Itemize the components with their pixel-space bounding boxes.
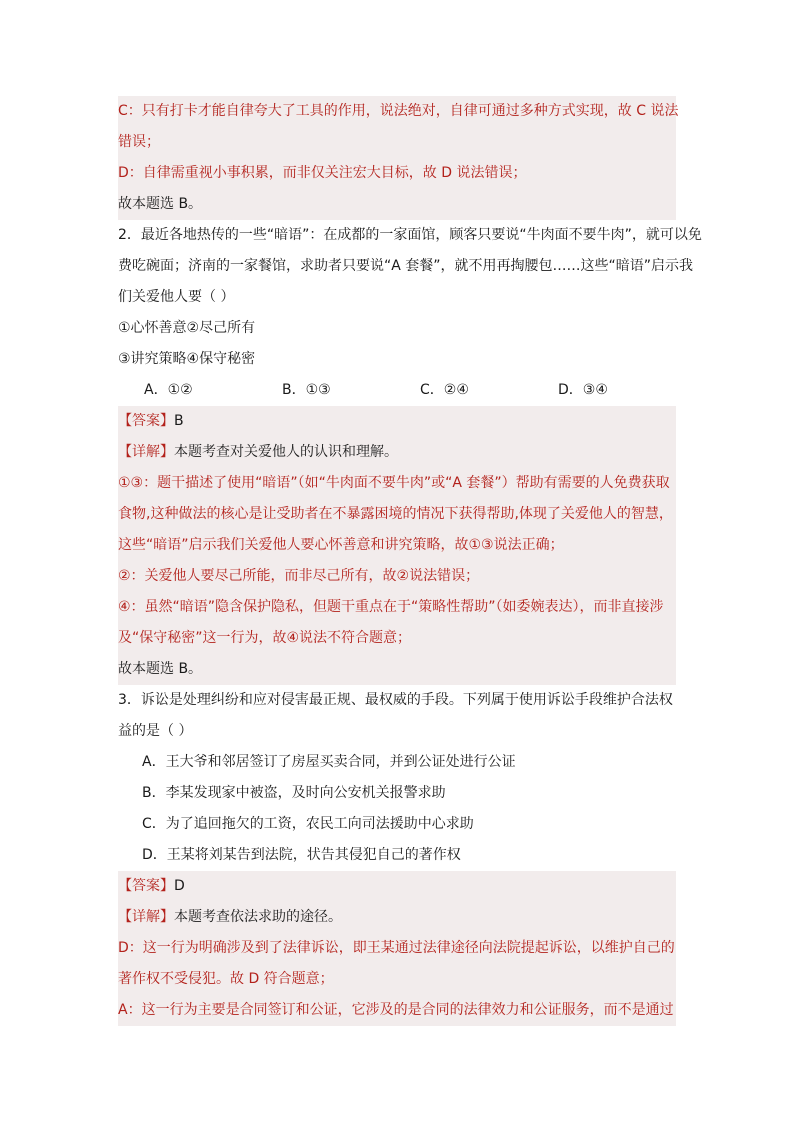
answer-analysis-block [118,406,676,685]
question-stem-line: 2．最近各地热传的一些“暗语”：在成都的一家面馆，顾客只要说“牛肉面不要牛肉”，就可以免 [118,227,702,243]
detail-text: 本题考查对关爱他人的认识和理解。 [174,444,398,460]
document-page [118,96,702,1026]
analysis-line: C：只有打卡才能自律夸大了工具的作用，说法绝对，自律可通过多种方式实现，故 C 说法 [118,103,679,119]
question-2 [118,220,702,406]
option-d: D．王某将刘某告到法院，状告其侵犯自己的著作权 [142,847,461,863]
answer-tag: 【答案】 [118,878,174,894]
option-d: D．③④ [558,382,608,398]
answer-analysis-block [118,871,676,1026]
analysis-line: ②：关爱他人要尽己所能，而非尽己所有，故②说法错误； [118,568,480,584]
detail-line [118,902,676,933]
answer-analysis-block [118,96,679,220]
detail-tag: 【详解】 [118,444,174,460]
statement-item: ①心怀善意②尽己所有 [118,320,256,336]
analysis-line: 著作权不受侵犯。故 D 符合题意； [118,971,334,987]
answer-value: B [174,413,184,429]
conclusion-line: 故本题选 B。 [118,661,203,677]
analysis-line: 错误； [118,134,160,150]
analysis-line: ④：虽然“暗语”隐含保护隐私，但题干重点在于“策略性帮助”（如委婉表达），而非直接涉 [118,599,664,615]
answer-tag: 【答案】 [118,413,174,429]
analysis-line: 及“保守秘密”这一行为，故④说法不符合题意； [118,630,412,646]
option-c: C．为了追回拖欠的工资，农民工向司法援助中心求助 [142,816,474,832]
conclusion-line: 故本题选 B。 [118,196,203,212]
option-a: A．王大爷和邻居签订了房屋买卖合同，并到公证处进行公证 [142,754,516,770]
detail-line [118,437,676,468]
analysis-line: D：自律需重视小事积累，而非仅关注宏大目标，故 D 说法错误； [118,165,527,181]
question-stem-line: 益的是（ ） [118,723,193,739]
question-stem-line: 费吃碗面；济南的一家餐馆，求助者只要说“A 套餐”，就不用再掏腰包……这些“暗语”启示我 [118,258,694,274]
answer-value: D [174,878,185,894]
option-b: B．李某发现家中被盗，及时向公安机关报警求助 [142,785,446,801]
option-b: B．①③ [282,382,331,398]
answer-line [118,871,676,902]
option-a: A．①② [144,382,193,398]
analysis-line: D：这一行为明确涉及到了法律诉讼，即王某通过法律途径向法院提起诉讼，以维护自己的 [118,940,675,956]
analysis-line: 食物,这种做法的核心是让受助者在不暴露困境的情况下获得帮助,体现了关爱他人的智慧， [118,506,673,522]
question-stem-line: 3．诉讼是处理纠纷和应对侵害最正规、最权威的手段。下列属于使用诉讼手段维护合法权 [118,692,673,708]
detail-tag: 【详解】 [118,909,174,925]
detail-text: 本题考查依法求助的途径。 [174,909,342,925]
question-3 [118,685,676,871]
analysis-line: 这些“暗语”启示我们关爱他人要心怀善意和讲究策略，故①③说法正确； [118,537,564,553]
statement-item: ③讲究策略④保守秘密 [118,351,256,367]
question-stem-line: 们关爱他人要（ ） [118,289,235,305]
option-c: C．②④ [420,382,469,398]
analysis-line: ①③：题干描述了使用“暗语”（如“牛肉面不要牛肉”或“A 套餐”）帮助有需要的人免费获取 [118,475,670,491]
answer-line [118,406,676,437]
analysis-line: A：这一行为主要是合同签订和公证，它涉及的是合同的法律效力和公证服务，而不是通过 [118,1002,674,1018]
option-row [118,375,676,406]
